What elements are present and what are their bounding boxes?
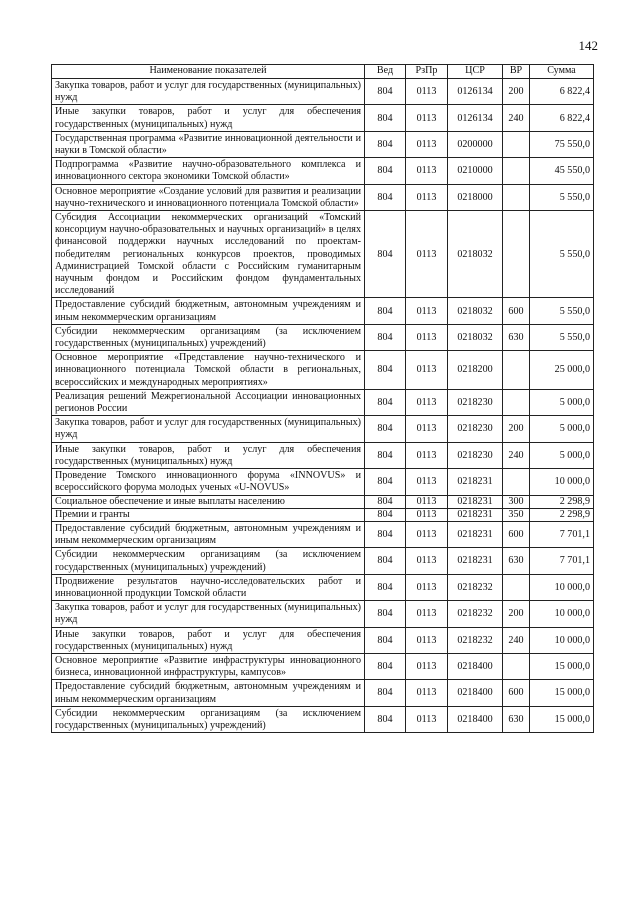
row-rzpr: 0113 xyxy=(406,680,448,706)
row-ved: 804 xyxy=(365,495,406,508)
header-vr: ВР xyxy=(503,65,530,79)
table-row xyxy=(52,495,594,508)
row-rzpr: 0113 xyxy=(406,574,448,600)
row-rzpr: 0113 xyxy=(406,653,448,679)
row-name: Основное мероприятие «Создание условий для развития и реализации научно-технического и инновационного потенциала Томской области» xyxy=(52,184,365,210)
row-sum: 5 550,0 xyxy=(530,211,594,298)
table-row xyxy=(52,680,594,706)
row-ved: 804 xyxy=(365,469,406,495)
table-row xyxy=(52,653,594,679)
row-sum: 10 000,0 xyxy=(530,627,594,653)
row-sum: 15 000,0 xyxy=(530,680,594,706)
table-body xyxy=(52,79,594,733)
row-vr xyxy=(503,351,530,390)
table-row xyxy=(52,131,594,157)
row-name: Закупка товаров, работ и услуг для государственных (муниципальных) нужд xyxy=(52,79,365,105)
row-rzpr: 0113 xyxy=(406,495,448,508)
row-vr: 200 xyxy=(503,416,530,442)
row-rzpr: 0113 xyxy=(406,389,448,415)
row-csr: 0210000 xyxy=(448,158,503,184)
table-row xyxy=(52,442,594,468)
row-rzpr: 0113 xyxy=(406,442,448,468)
table-row xyxy=(52,601,594,627)
table-row xyxy=(52,548,594,574)
row-sum: 5 000,0 xyxy=(530,389,594,415)
row-csr: 0218400 xyxy=(448,706,503,732)
row-rzpr: 0113 xyxy=(406,351,448,390)
row-csr: 0218400 xyxy=(448,653,503,679)
row-name: Основное мероприятие «Развитие инфраструктуры инновационного бизнеса, инновационной инфраструктуры, кампусов» xyxy=(52,653,365,679)
row-csr: 0218231 xyxy=(448,521,503,547)
row-vr xyxy=(503,211,530,298)
row-rzpr: 0113 xyxy=(406,627,448,653)
table-row xyxy=(52,706,594,732)
row-rzpr: 0113 xyxy=(406,324,448,350)
row-csr: 0126134 xyxy=(448,105,503,131)
row-rzpr: 0113 xyxy=(406,131,448,157)
header-csr: ЦСР xyxy=(448,65,503,79)
row-csr: 0218230 xyxy=(448,416,503,442)
row-vr: 630 xyxy=(503,548,530,574)
row-vr: 200 xyxy=(503,79,530,105)
page-number: 142 xyxy=(578,38,598,53)
row-sum: 15 000,0 xyxy=(530,653,594,679)
row-ved: 804 xyxy=(365,389,406,415)
row-sum: 25 000,0 xyxy=(530,351,594,390)
row-rzpr: 0113 xyxy=(406,79,448,105)
row-vr: 240 xyxy=(503,105,530,131)
table-row xyxy=(52,184,594,210)
table-row xyxy=(52,416,594,442)
row-csr: 0218032 xyxy=(448,211,503,298)
budget-table xyxy=(51,64,594,733)
row-csr: 0218231 xyxy=(448,548,503,574)
row-vr: 350 xyxy=(503,508,530,521)
row-ved: 804 xyxy=(365,508,406,521)
row-rzpr: 0113 xyxy=(406,469,448,495)
row-sum: 6 822,4 xyxy=(530,105,594,131)
row-csr: 0218032 xyxy=(448,298,503,324)
row-sum: 10 000,0 xyxy=(530,469,594,495)
row-rzpr: 0113 xyxy=(406,521,448,547)
row-name: Закупка товаров, работ и услуг для государственных (муниципальных) нужд xyxy=(52,601,365,627)
row-csr: 0218232 xyxy=(448,601,503,627)
row-rzpr: 0113 xyxy=(406,211,448,298)
row-ved: 804 xyxy=(365,131,406,157)
row-csr: 0218231 xyxy=(448,508,503,521)
row-vr: 300 xyxy=(503,495,530,508)
row-sum: 5 550,0 xyxy=(530,298,594,324)
row-ved: 804 xyxy=(365,706,406,732)
row-csr: 0218231 xyxy=(448,495,503,508)
row-name: Иные закупки товаров, работ и услуг для обеспечения государственных (муниципальных) нужд xyxy=(52,627,365,653)
row-sum: 10 000,0 xyxy=(530,601,594,627)
row-ved: 804 xyxy=(365,211,406,298)
table-row xyxy=(52,574,594,600)
row-vr: 600 xyxy=(503,298,530,324)
row-name: Субсидии некоммерческим организациям (за исключением государственных (муниципальных) учреждений) xyxy=(52,548,365,574)
row-ved: 804 xyxy=(365,105,406,131)
row-rzpr: 0113 xyxy=(406,706,448,732)
row-sum: 2 298,9 xyxy=(530,508,594,521)
row-sum: 6 822,4 xyxy=(530,79,594,105)
row-vr: 630 xyxy=(503,706,530,732)
row-vr: 240 xyxy=(503,442,530,468)
row-name: Реализация решений Межрегиональной Ассоциации инновационных регионов России xyxy=(52,389,365,415)
row-ved: 804 xyxy=(365,627,406,653)
header-name: Наименование показателей xyxy=(52,65,365,79)
row-ved: 804 xyxy=(365,79,406,105)
row-vr xyxy=(503,469,530,495)
row-name: Предоставление субсидий бюджетным, автономным учреждениям и иным некоммерческим организациям xyxy=(52,680,365,706)
row-sum: 5 000,0 xyxy=(530,416,594,442)
row-name: Субсидии некоммерческим организациям (за исключением государственных (муниципальных) учреждений) xyxy=(52,706,365,732)
row-ved: 804 xyxy=(365,324,406,350)
row-rzpr: 0113 xyxy=(406,184,448,210)
row-name: Предоставление субсидий бюджетным, автономным учреждениям и иным некоммерческим организациям xyxy=(52,298,365,324)
row-ved: 804 xyxy=(365,351,406,390)
row-csr: 0218231 xyxy=(448,469,503,495)
row-csr: 0218400 xyxy=(448,680,503,706)
row-csr: 0218200 xyxy=(448,351,503,390)
row-vr: 240 xyxy=(503,627,530,653)
table-row xyxy=(52,79,594,105)
table-row xyxy=(52,627,594,653)
row-ved: 804 xyxy=(365,548,406,574)
header-ved: Вед xyxy=(365,65,406,79)
row-name: Субсидия Ассоциации некоммерческих организаций «Томский консорциум научно-образовательных и научных организаций» в целях финансовой поддержки научных исследований по проектам-победителям региональных конкурсов проектов, проводимых Администрацией Томской области с Российским гуманитарным научным фондом и Российским фондом фундаментальных исследований xyxy=(52,211,365,298)
row-name: Социальное обеспечение и иные выплаты населению xyxy=(52,495,365,508)
row-vr: 200 xyxy=(503,601,530,627)
row-name: Закупка товаров, работ и услуг для государственных (муниципальных) нужд xyxy=(52,416,365,442)
row-sum: 5 550,0 xyxy=(530,184,594,210)
row-ved: 804 xyxy=(365,680,406,706)
row-csr: 0218232 xyxy=(448,627,503,653)
row-sum: 2 298,9 xyxy=(530,495,594,508)
row-vr: 600 xyxy=(503,521,530,547)
row-csr: 0218032 xyxy=(448,324,503,350)
row-sum: 5 000,0 xyxy=(530,442,594,468)
row-name: Иные закупки товаров, работ и услуг для обеспечения государственных (муниципальных) нужд xyxy=(52,442,365,468)
table-row xyxy=(52,298,594,324)
row-csr: 0200000 xyxy=(448,131,503,157)
row-name: Подпрограмма «Развитие научно-образовательного комплекса и инновационного сектора экономики Томской области» xyxy=(52,158,365,184)
row-ved: 804 xyxy=(365,521,406,547)
row-ved: 804 xyxy=(365,574,406,600)
row-sum: 75 550,0 xyxy=(530,131,594,157)
row-rzpr: 0113 xyxy=(406,416,448,442)
row-rzpr: 0113 xyxy=(406,158,448,184)
row-csr: 0126134 xyxy=(448,79,503,105)
row-csr: 0218230 xyxy=(448,442,503,468)
row-rzpr: 0113 xyxy=(406,508,448,521)
table-row xyxy=(52,521,594,547)
table-row xyxy=(52,469,594,495)
table-row xyxy=(52,351,594,390)
row-name: Основное мероприятие «Представление научно-технического и инновационного потенциала Томской области в региональных, всероссийских и международных мероприятиях» xyxy=(52,351,365,390)
row-vr xyxy=(503,574,530,600)
row-ved: 804 xyxy=(365,298,406,324)
row-name: Продвижение результатов научно-исследовательских работ и инновационной продукции Томской области xyxy=(52,574,365,600)
row-sum: 10 000,0 xyxy=(530,574,594,600)
row-ved: 804 xyxy=(365,601,406,627)
row-vr xyxy=(503,158,530,184)
table-row xyxy=(52,211,594,298)
row-name: Иные закупки товаров, работ и услуг для обеспечения государственных (муниципальных) нужд xyxy=(52,105,365,131)
row-name: Проведение Томского инновационного форума «INNOVUS» и всероссийского форума молодых ученых «U-NOVUS» xyxy=(52,469,365,495)
row-ved: 804 xyxy=(365,416,406,442)
table-row xyxy=(52,324,594,350)
row-ved: 804 xyxy=(365,184,406,210)
row-sum: 15 000,0 xyxy=(530,706,594,732)
row-csr: 0218230 xyxy=(448,389,503,415)
row-rzpr: 0113 xyxy=(406,105,448,131)
table-row xyxy=(52,105,594,131)
row-ved: 804 xyxy=(365,653,406,679)
table-row xyxy=(52,158,594,184)
row-vr xyxy=(503,131,530,157)
table-header-row xyxy=(52,65,594,79)
row-name: Предоставление субсидий бюджетным, автономным учреждениям и иным некоммерческим организациям xyxy=(52,521,365,547)
row-name: Государственная программа «Развитие инновационной деятельности и науки в Томской области» xyxy=(52,131,365,157)
row-rzpr: 0113 xyxy=(406,601,448,627)
row-csr: 0218232 xyxy=(448,574,503,600)
row-vr: 600 xyxy=(503,680,530,706)
row-sum: 5 550,0 xyxy=(530,324,594,350)
row-vr xyxy=(503,653,530,679)
row-rzpr: 0113 xyxy=(406,548,448,574)
row-csr: 0218000 xyxy=(448,184,503,210)
row-ved: 804 xyxy=(365,442,406,468)
row-vr xyxy=(503,389,530,415)
header-rzpr: РзПр xyxy=(406,65,448,79)
table-row xyxy=(52,389,594,415)
row-sum: 45 550,0 xyxy=(530,158,594,184)
row-name: Премии и гранты xyxy=(52,508,365,521)
row-sum: 7 701,1 xyxy=(530,521,594,547)
row-vr xyxy=(503,184,530,210)
row-vr: 630 xyxy=(503,324,530,350)
table-row xyxy=(52,508,594,521)
header-sum: Сумма xyxy=(530,65,594,79)
row-name: Субсидии некоммерческим организациям (за исключением государственных (муниципальных) учреждений) xyxy=(52,324,365,350)
row-rzpr: 0113 xyxy=(406,298,448,324)
row-ved: 804 xyxy=(365,158,406,184)
row-sum: 7 701,1 xyxy=(530,548,594,574)
